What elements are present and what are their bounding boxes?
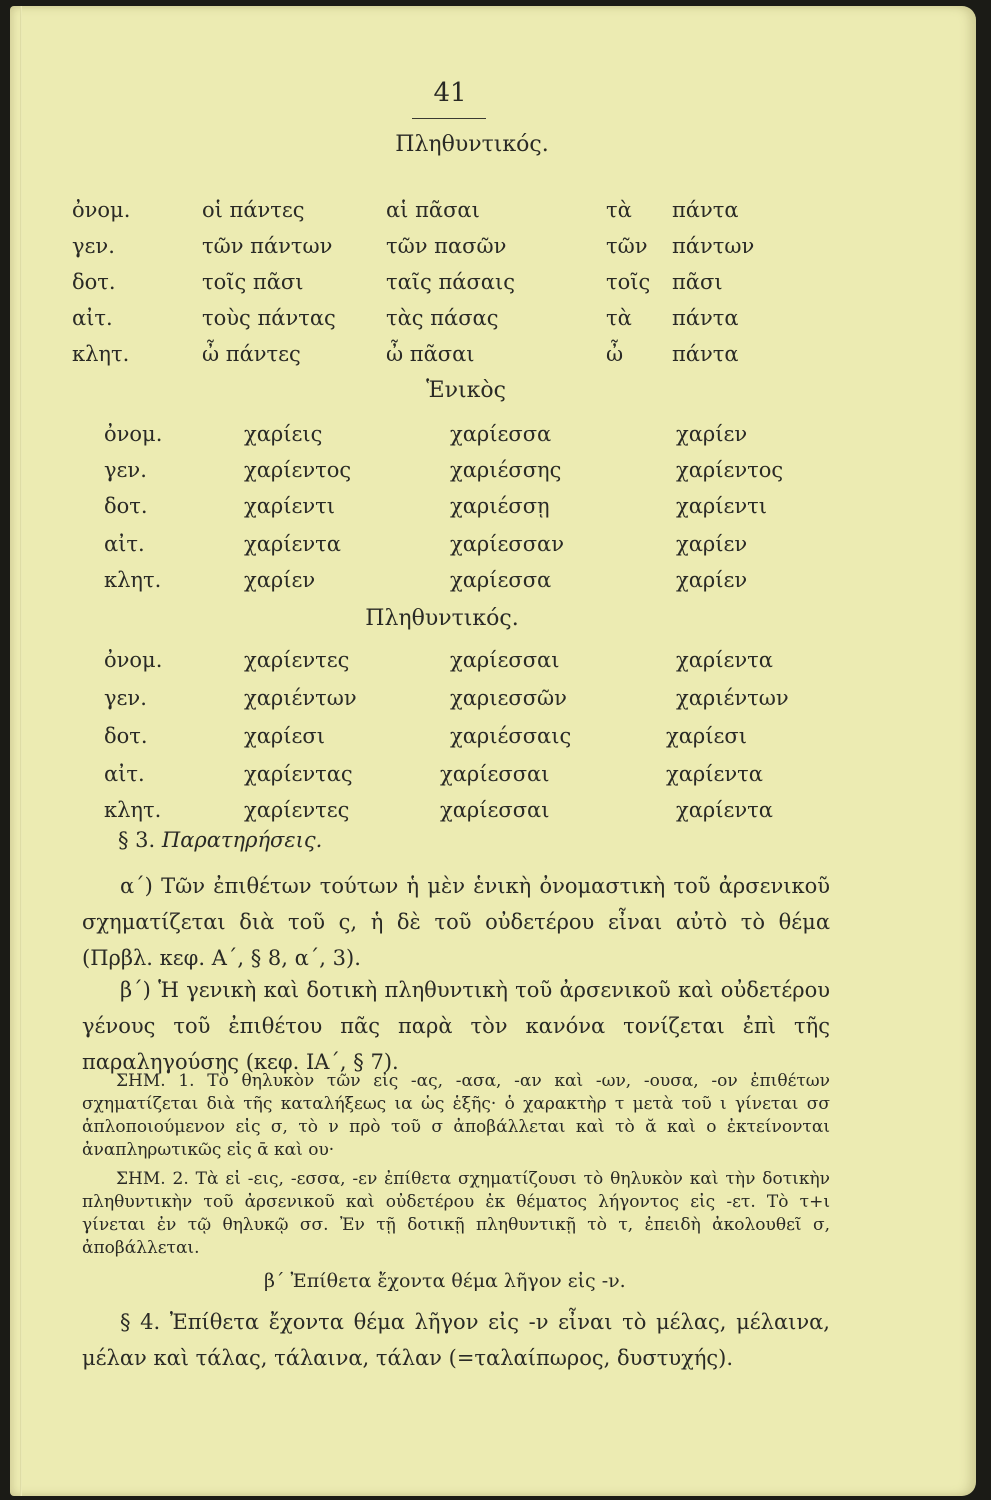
case-label: ὀνομ. — [72, 198, 131, 222]
section-label: § 3. — [118, 828, 156, 852]
note-2: ΣΗΜ. 2. Τὰ εἰ -εις, -εσσα, -εν ἐπίθετα σχηματίζουσι τὸ θηλυκὸν καὶ τὴν δοτικὴν πληθυντικὴν τοῦ ἀρσενικοῦ καὶ οὐδετέρου ἐκ θέματος λήγοντος εἰς -ετ. Τὸ τ+ι γίνεται ἐν τῷ θηλυκῷ σσ. Ἐν τῇ δοτικῇ πληθυντικῇ τὸ τ, ἐπειδὴ ἀκολουθεῖ σ, ἀποβάλλεται. — [82, 1169, 830, 1258]
table-row — [10, 342, 976, 376]
fem-form: χαρίεσσα — [450, 422, 552, 446]
case-label: δοτ. — [104, 724, 148, 748]
table-row — [10, 306, 976, 340]
observations-heading — [118, 828, 322, 852]
section3-heading: Πληθυντικός. — [365, 606, 519, 631]
neut-form: χαριέντων — [676, 686, 789, 710]
table-row — [10, 798, 976, 832]
fem-form: χαρίεσσαι — [440, 798, 550, 822]
fem-form: χαριέσσαις — [450, 724, 572, 748]
fem-form: αἱ πᾶσαι — [386, 198, 480, 222]
masc-form: χαρίεσι — [244, 724, 325, 748]
masc-form: τοὺς πάντας — [202, 306, 336, 330]
neut-article: τὰ — [606, 306, 632, 330]
neut-form: χαρίεντα — [676, 648, 773, 672]
neut-article: ὦ — [606, 342, 624, 366]
fem-form: χαριεσσῶν — [450, 686, 567, 710]
neut-form: πάντων — [672, 234, 755, 258]
section1-heading: Πληθυντικός. — [395, 132, 549, 157]
table-row — [10, 198, 976, 232]
neut-form: πάντα — [672, 198, 739, 222]
table-row — [10, 532, 976, 566]
case-label: κλητ. — [104, 568, 162, 592]
fem-form: χαρίεσσαι — [440, 762, 550, 786]
paragraph-alpha: α΄) Τῶν ἐπιθέτων τούτων ἡ μὲν ἑνικὴ ὀνομαστικὴ τοῦ ἀρσενικοῦ σχηματίζεται διὰ τοῦ ς, ἡ δὲ τοῦ οὐδετέρου εἶναι αὐτὸ τὸ θέμα (Πρβλ. κεφ. Α΄, § 8, α΄, 3). — [82, 874, 830, 970]
case-label: κλητ. — [72, 342, 130, 366]
fem-form: χαριέσσης — [450, 458, 562, 482]
table-row — [10, 422, 976, 456]
page-number-rule — [412, 118, 486, 119]
table-row — [10, 458, 976, 492]
masc-form: χαρίεις — [244, 422, 323, 446]
masc-form: χαρίεντα — [244, 532, 341, 556]
neut-form: χαρίεν — [676, 568, 748, 592]
neut-article: τὰ — [606, 198, 632, 222]
neut-form: χαρίεν — [676, 422, 748, 446]
case-label: αἰτ. — [72, 306, 113, 330]
masc-form: χαρίεν — [244, 568, 316, 592]
case-label: δοτ. — [104, 494, 148, 518]
masc-form: ὦ πάντες — [202, 342, 301, 366]
page-number: 41 — [433, 78, 467, 108]
case-label: ὀνομ. — [104, 422, 163, 446]
masc-form: χαριέντων — [244, 686, 357, 710]
table-row — [10, 648, 976, 682]
case-label: γεν. — [104, 458, 147, 482]
table-row — [10, 234, 976, 268]
case-label: ὀνομ. — [104, 648, 163, 672]
neut-form: χαρίεντα — [676, 798, 773, 822]
masc-form: οἱ πάντες — [202, 198, 305, 222]
masc-form: χαρίεντι — [244, 494, 335, 518]
note-1: ΣΗΜ. 1. Τὸ θηλυκὸν τῶν εἰς -ας, -ασα, -αν καὶ -ων, -ουσα, -ον ἐπιθέτων σχηματίζεται διὰ τῆς καταλήξεως ια ὡς ἑξῆς· ὁ χαρακτὴρ τ μετὰ τοῦ ι γίνεται σσ ἁπλοποιούμενον εἰς σ, τὸ ν πρὸ τοῦ σ ἀποβάλλεται καὶ τὸ ᾰ καὶ ο ἐκτείνονται ἀναπληρωτικῶς εἰς ᾱ καὶ ου· — [82, 1071, 830, 1160]
table-row — [10, 494, 976, 528]
table-row — [10, 762, 976, 796]
neut-form: χαρίεντι — [676, 494, 767, 518]
fem-form: χαρίεσσαι — [450, 648, 560, 672]
case-label: γεν. — [72, 234, 115, 258]
masc-form: χαρίεντες — [244, 648, 350, 672]
paragraph-label: § 4. — [120, 1310, 161, 1334]
neut-form: πάντα — [672, 342, 739, 366]
fem-form: ταῖς πάσαις — [386, 270, 515, 294]
neut-form: χαρίεντα — [666, 762, 763, 786]
neut-article: τῶν — [606, 234, 648, 258]
masc-form: τοῖς πᾶσι — [202, 270, 304, 294]
table-row — [10, 568, 976, 602]
table-row — [10, 724, 976, 758]
neut-form: χαρίεσι — [666, 724, 747, 748]
fem-form: χαριέσσῃ — [450, 494, 550, 518]
masc-form: χαρίεντας — [244, 762, 353, 786]
neut-form: χαρίεν — [676, 532, 748, 556]
case-label: αἰτ. — [104, 532, 145, 556]
section2-heading: Ἑνικὸς — [426, 378, 506, 403]
paragraph-section-4 — [82, 1304, 830, 1376]
book-page — [10, 6, 976, 1496]
case-label: γεν. — [104, 686, 147, 710]
fem-form: χαρίεσσαν — [450, 532, 564, 556]
paragraph-beta: β΄) Ἡ γενικὴ καὶ δοτικὴ πληθυντικὴ τοῦ ἀρσενικοῦ καὶ οὐδετέρου γένους τοῦ ἐπιθέτου πᾶς παρὰ τὸν κανόνα τονίζεται ἐπὶ τῆς παραληγούσης (κεφ. ΙΑ΄, § 7). — [82, 978, 830, 1074]
neut-article: τοῖς — [606, 270, 651, 294]
table-row — [10, 270, 976, 304]
fem-form: τὰς πάσας — [386, 306, 499, 330]
fem-form: ὦ πᾶσαι — [386, 342, 475, 366]
case-label: κλητ. — [104, 798, 162, 822]
masc-form: χαρίεντος — [244, 458, 352, 482]
masc-form: τῶν πάντων — [202, 234, 333, 258]
subsection-heading: β΄ Ἐπίθετα ἔχοντα θέμα λῆγον εἰς -ν. — [264, 1270, 626, 1292]
case-label: αἰτ. — [104, 762, 145, 786]
neut-form: χαρίεντος — [676, 458, 784, 482]
fem-form: τῶν πασῶν — [386, 234, 507, 258]
section-title: Παρατηρήσεις. — [161, 828, 323, 852]
table-row — [10, 686, 976, 720]
fem-form: χαρίεσσα — [450, 568, 552, 592]
case-label: δοτ. — [72, 270, 116, 294]
paragraph-text: Ἐπίθετα ἔχοντα θέμα λῆγον εἰς -ν εἶναι τὸ μέλας, μέλαινα, μέλαν καὶ τάλας, τάλαινα, τάλαν (=ταλαίπωρος, δυστυχής). — [82, 1310, 830, 1370]
neut-form: πᾶσι — [672, 270, 723, 294]
masc-form: χαρίεντες — [244, 798, 350, 822]
neut-form: πάντα — [672, 306, 739, 330]
